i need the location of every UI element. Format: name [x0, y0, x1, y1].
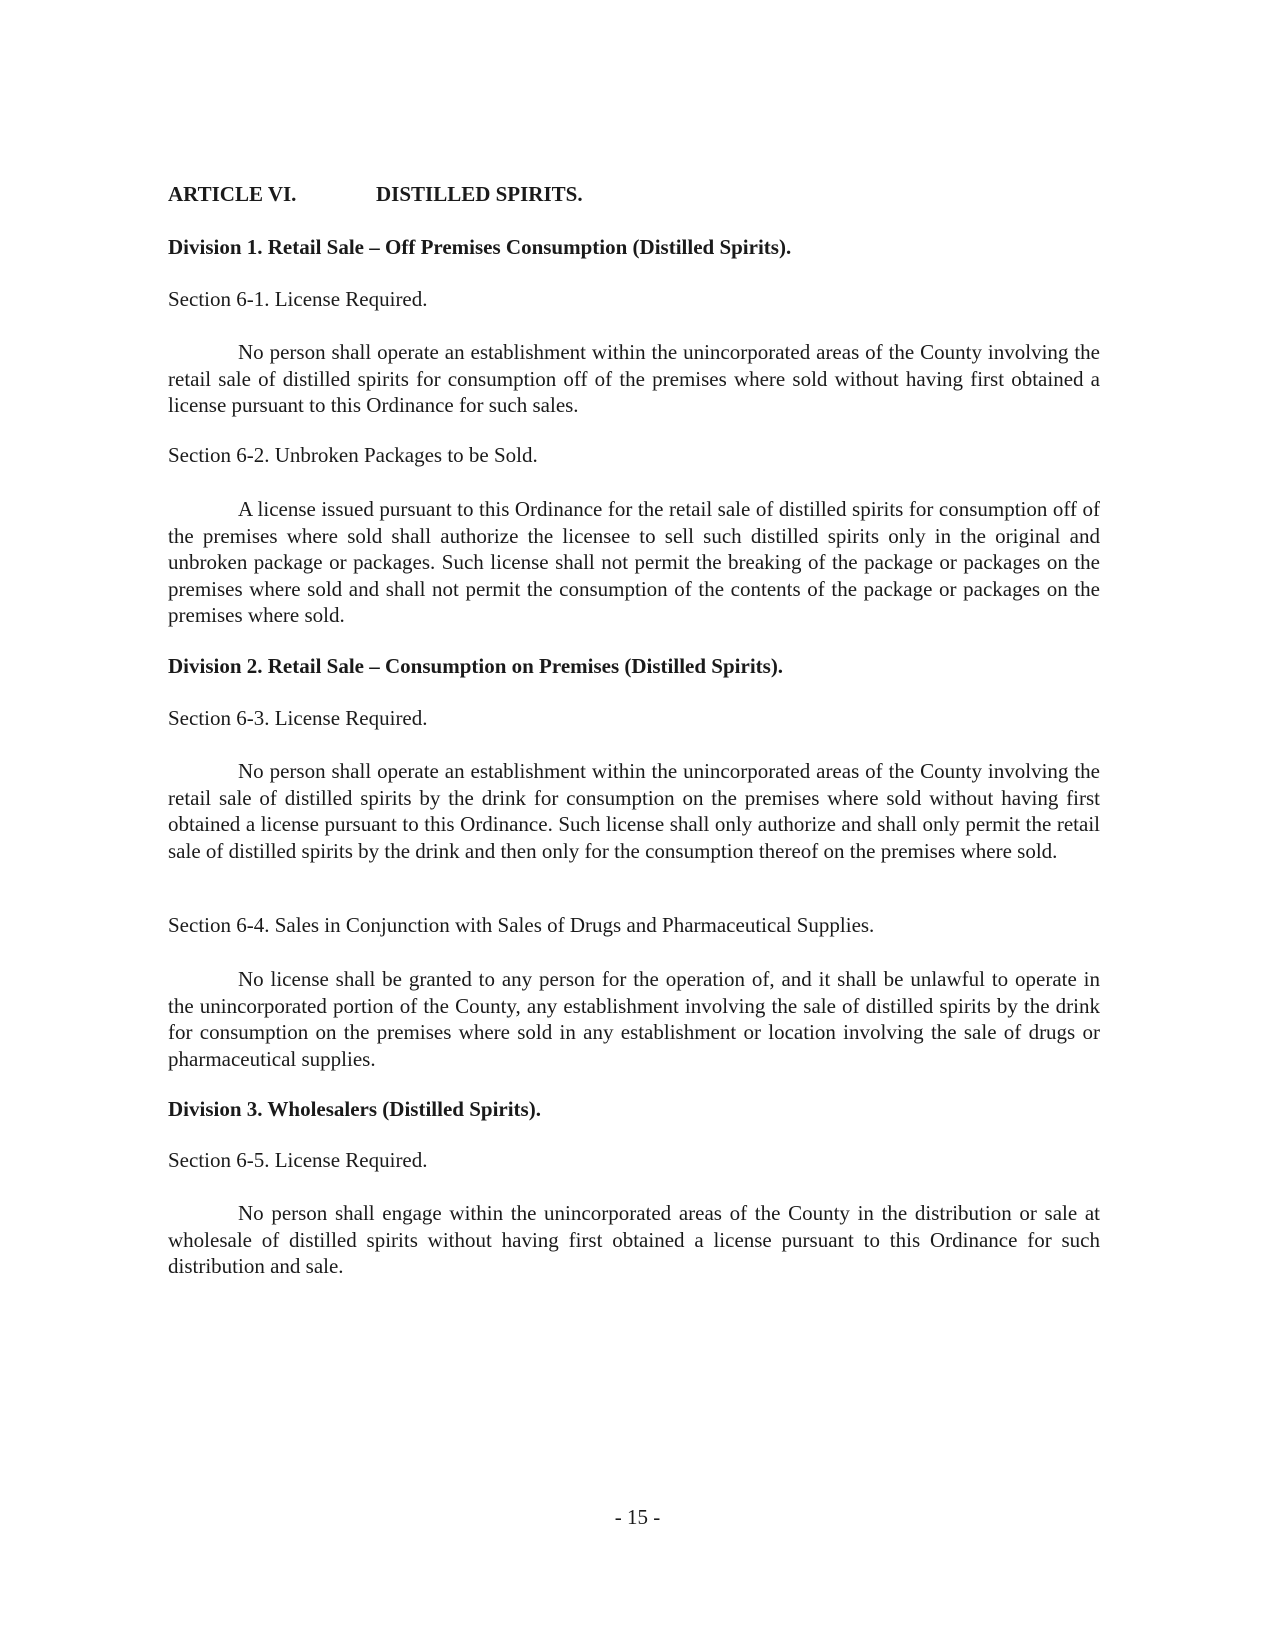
section-6-3-body: No person shall operate an establishment within the unincorporated areas of the County involving the retail sale of distilled spirits by the drink for consumption on the premises where sold without having first obtained a license pursuant to this Ordinance. Such license shall only authorize and shall only permit the retail sale of distilled spirits by the drink and then only for the consumption thereof on the premises where sold.: [168, 759, 1100, 863]
article-title: DISTILLED SPIRITS.: [376, 182, 583, 206]
article-number: ARTICLE VI.: [168, 182, 297, 206]
division-3-heading: Division 3. Wholesalers (Distilled Spirits).: [168, 1097, 541, 1121]
article-heading: [168, 182, 1100, 207]
page-number: - 15 -: [614, 1505, 661, 1529]
division-2-heading: Division 2. Retail Sale – Consumption on Premises (Distilled Spirits).: [168, 654, 784, 678]
section-6-5-heading: Section 6-5. License Required.: [168, 1148, 428, 1172]
section-6-3-heading: Section 6-3. License Required.: [168, 706, 428, 730]
section-6-1-body: No person shall operate an establishment within the unincorporated areas of the County involving the retail sale of distilled spirits for consumption off of the premises where sold without having first obtained a license pursuant to this Ordinance for such sales.: [168, 340, 1100, 417]
section-6-4-body: No license shall be granted to any person for the operation of, and it shall be unlawful to operate in the unincorporated portion of the County, any establishment involving the sale of distilled spirits by the drink for consumption on the premises where sold in any establishment or location involving the sale of drugs or pharmaceutical supplies.: [168, 967, 1100, 1071]
section-6-5-body: No person shall engage within the unincorporated areas of the County in the distribution or sale at wholesale of distilled spirits without having first obtained a license pursuant to this Ordinance for such distribution and sale.: [168, 1201, 1100, 1278]
division-1-heading: Division 1. Retail Sale – Off Premises Consumption (Distilled Spirits).: [168, 235, 792, 259]
section-6-1-heading: Section 6-1. License Required.: [168, 287, 428, 311]
section-6-2-body: A license issued pursuant to this Ordinance for the retail sale of distilled spirits for consumption off of the premises where sold shall authorize the licensee to sell such distilled spirits only in the original and unbroken package or packages. Such license shall not permit the breaking of the package or packages on the premises where sold and shall not permit the consumption of the contents of the package or packages on the premises where sold.: [168, 497, 1100, 627]
section-6-4-heading: Section 6-4. Sales in Conjunction with Sales of Drugs and Pharmaceutical Supplies.: [168, 913, 875, 937]
section-6-2-heading: Section 6-2. Unbroken Packages to be Sold.: [168, 443, 538, 467]
